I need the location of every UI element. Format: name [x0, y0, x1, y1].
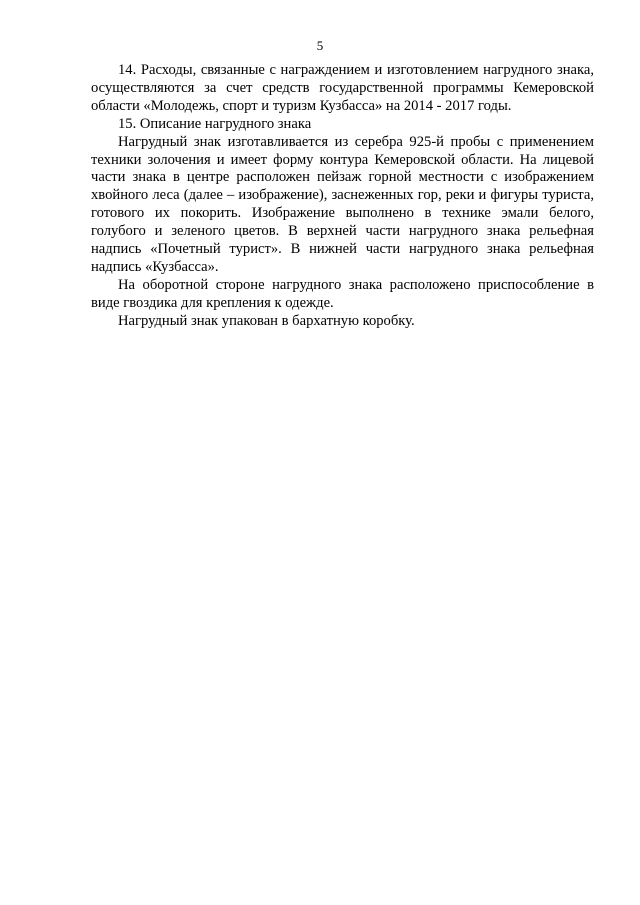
page-number: 5 — [316, 38, 324, 53]
paragraph-reverse-side: На оборотной стороне нагрудного знака расположено приспособление в виде гвоздика для крепления к одежде. — [91, 276, 594, 311]
paragraph-badge-description: Нагрудный знак изготавливается из серебра 925-й пробы с применением техники золочения и имеет форму контура Кемеровской области. На лицевой части знака в центре расположен пейзаж горной местности с изображением хвойного леса (далее – изображение), заснеженных гор, реки и фигуры туриста, готового их покорить. Изображение выполнено в технике эмали белого, голубого и зеленого цветов. В верхней части нагрудного знака рельефная надпись «Почетный турист». В нижней части нагрудного знака рельефная надпись «Кузбасса». — [91, 133, 594, 275]
document-body — [91, 62, 594, 331]
paragraph-packaging: Нагрудный знак упакован в бархатную коробку. — [118, 312, 415, 329]
section-heading-badge-description: 15. Описание нагрудного знака — [118, 115, 312, 132]
paragraph-expenses: 14. Расходы, связанные с награждением и изготовлением нагрудного знака, осуществляются за счет средств государственной программы Кемеровской области «Молодежь, спорт и туризм Кузбасса» на 2014 - 2017 годы. — [91, 62, 594, 114]
